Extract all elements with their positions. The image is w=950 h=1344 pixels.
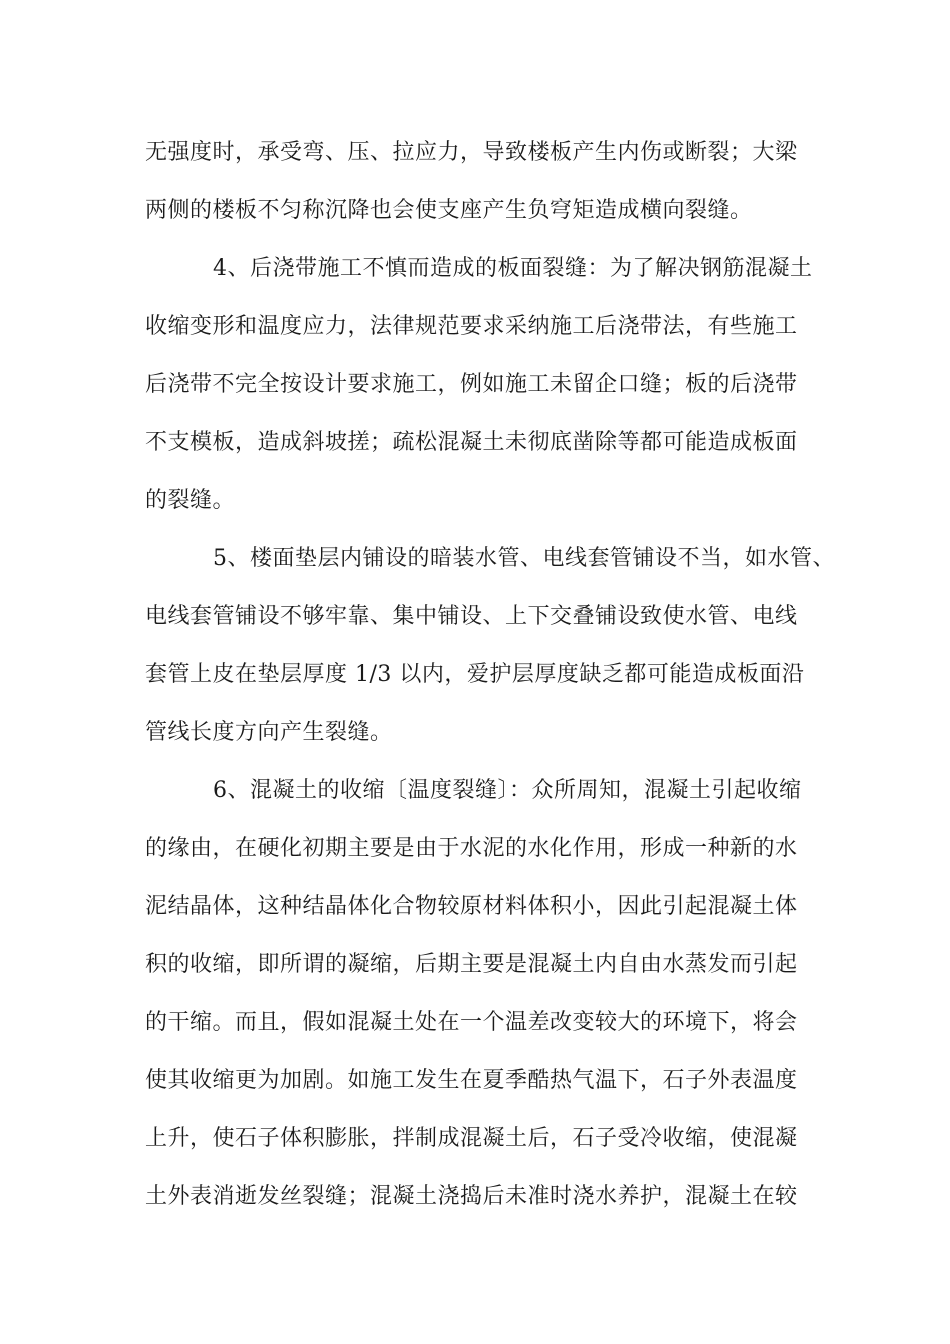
text-line: 管线长度方向产生裂缝。	[145, 720, 393, 745]
text-line: 后浇带不完全按设计要求施工，例如施工未留企口缝；板的后浇带	[145, 372, 798, 397]
text-line: 使其收缩更为加剧。如施工发生在夏季酷热气温下，石子外表温度	[145, 1068, 798, 1093]
text-line: 不支模板，造成斜坡搓；疏松混凝土未彻底凿除等都可能造成板面	[145, 430, 798, 455]
text-line: 土外表消逝发丝裂缝；混凝土浇捣后未准时浇水养护，混凝土在较	[145, 1184, 798, 1209]
text-line: 两侧的楼板不匀称沉降也会使支座产生负穹矩造成横向裂缝。	[145, 198, 753, 223]
text-line: 无强度时，承受弯、压、拉应力，导致楼板产生内伤或断裂；大梁	[145, 140, 798, 165]
text-line: 的缘由，在硬化初期主要是由于水泥的水化作用，形成一种新的水	[145, 836, 798, 861]
paragraph-start-line: 6、混凝土的收缩〔温度裂缝〕：众所周知，混凝土引起收缩	[213, 778, 802, 803]
paragraph-start-line: 5、楼面垫层内铺设的暗装水管、电线套管铺设不当，如水管、	[213, 546, 835, 571]
text-line: 积的收缩，即所谓的凝缩，后期主要是混凝土内自由水蒸发而引起	[145, 952, 798, 977]
text-line: 收缩变形和温度应力，法律规范要求采纳施工后浇带法，有些施工	[145, 314, 798, 339]
paragraph-start-line: 4、后浇带施工不慎而造成的板面裂缝：为了解决钢筋混凝土	[213, 256, 813, 281]
text-line: 的裂缝。	[145, 488, 236, 513]
text-line: 套管上皮在垫层厚度 1/3 以内，爱护层厚度缺乏都可能造成板面沿	[145, 662, 805, 687]
text-line: 的干缩。而且，假如混凝土处在一个温差改变较大的环境下，将会	[145, 1010, 798, 1035]
text-line: 上升，使石子体积膨胀，拌制成混凝土后，石子受冷收缩，使混凝	[145, 1126, 798, 1151]
text-line: 泥结晶体，这种结晶体化合物较原材料体积小，因此引起混凝土体	[145, 894, 798, 919]
text-line: 电线套管铺设不够牢靠、集中铺设、上下交叠铺设致使水管、电线	[145, 604, 798, 629]
